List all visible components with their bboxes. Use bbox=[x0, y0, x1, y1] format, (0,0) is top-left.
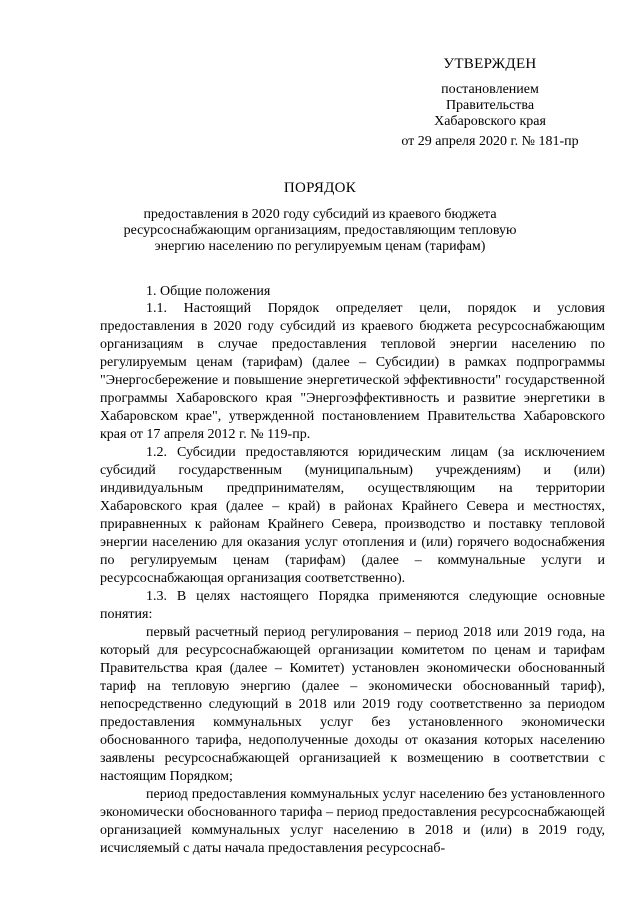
paragraph-1-3: 1.3. В целях настоящего Порядка применяются следующие основные понятия: bbox=[100, 589, 605, 622]
document-subtitle: предоставления в 2020 году субсидий из краевого бюджета ресурсоснабжающим организациям, предоставляющим тепловую энергию населению по регулируемым ценам (тарифам) bbox=[123, 207, 517, 254]
approval-heading: УТВЕРЖДЕН bbox=[443, 56, 537, 72]
paragraph-1-2: 1.2. Субсидии предоставляются юридическим лицам (за исключением субсидий государственным (муниципальным) учреждениям) и (или) индивидуальным предпринимателям, осуществляющим на территории Хабаровского края (далее – край) в районах Крайнего Севера и местностях, приравненных к районам Крайнего Севера, производство и поставку тепловой энергии населению для оказания услуг отопления и (или) горячего водоснабжения по регулируемым ценам (тарифам) (далее – коммунальные услуги и ресурсоснабжающая организация соответственно). bbox=[100, 445, 605, 586]
approval-block bbox=[380, 56, 600, 150]
section-heading: 1. Общие положения bbox=[146, 284, 271, 299]
document-title: ПОРЯДОК bbox=[283, 180, 357, 196]
document-body bbox=[100, 300, 605, 858]
approval-line-2: Правительства bbox=[445, 98, 535, 113]
approval-line-1: постановлением bbox=[441, 82, 539, 97]
approval-date: от 29 апреля 2020 г. № 181-пр bbox=[401, 134, 579, 149]
paragraph-1-1: 1.1. Настоящий Порядок определяет цели, порядок и условия предоставления в 2020 году субсидий из краевого бюджета ресурсоснабжающим организациям в случае предоставления тепловой энергии населению по регулируемым ценам (тарифам) (далее – Субсидии) в рамках подпрограммы "Энергосбережение и повышение энергетической эффективности" государственной программы Хабаровского края "Энергоэффективность и развитие энергетики в Хабаровском крае", утвержденной постановлением Правительства Хабаровского края от 17 апреля 2012 г. № 119-пр. bbox=[100, 301, 605, 442]
definition-service-period: период предоставления коммунальных услуг населению без установленного экономически обоснованного тарифа – период предоставления ресурсоснабжающей организацией коммунальных услуг населению в 2018 и (или) в 2019 году, исчисляемый с даты начала предоставления ресурсоснаб- bbox=[100, 787, 605, 856]
definition-first-period: первый расчетный период регулирования – период 2018 или 2019 года, на который для ресурсоснабжающей организации комитетом по ценам и тарифам Правительства края (далее – Комитет) установлен экономически обоснованный тариф на тепловую энергию (далее – экономически обоснованный тариф), непосредственно следующий в 2018 или 2019 году соответственно за периодом предоставления коммунальных услуг без установленного экономически обоснованного тарифа, недополученные доходы от оказания которых населению заявлены ресурсоснабжающей организацией к возмещению в соответствии с настоящим Порядком; bbox=[100, 625, 605, 784]
approval-line-3: Хабаровского края bbox=[434, 114, 546, 129]
